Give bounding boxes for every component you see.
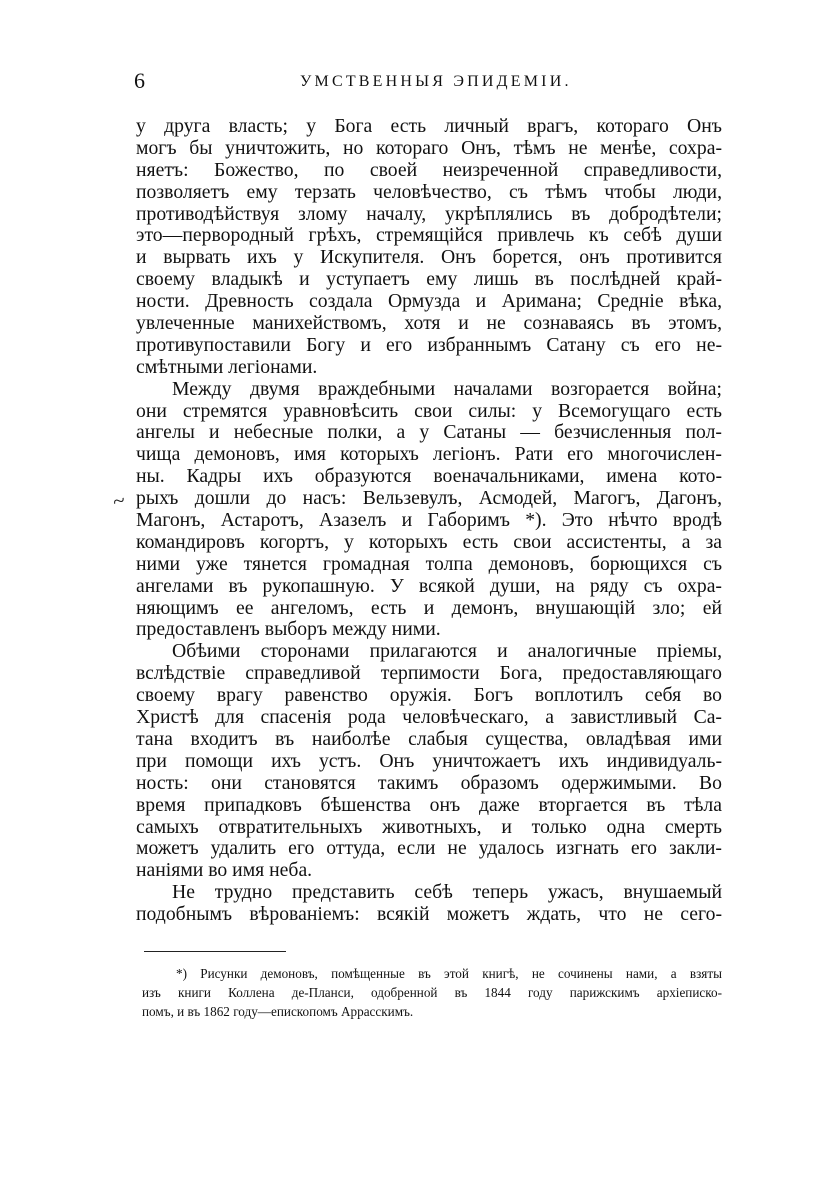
- text-line: ними уже тянется громадная толпа демоновъ, борющихся съ: [136, 552, 722, 575]
- text-line: ности. Древность создала Ормузда и Аримана; Средніе вѣка,: [136, 290, 722, 313]
- text-line: предоставленъ выборъ между ними.: [136, 618, 441, 641]
- text-line: чища демоновъ, имя которыхъ легіонъ. Рати его многочислен-: [136, 443, 722, 466]
- text-line: они стремятся уравновѣсить свои силы: у Всемогущаго есть: [136, 399, 722, 422]
- footnote-line: изъ книги Коллена де-Планси, одобренной въ 1844 году парижскимъ архіеписко-: [142, 985, 722, 1000]
- text-line: у друга власть; у Бога есть личный врагъ, котораго Онъ: [136, 115, 722, 137]
- footnotes: [142, 964, 722, 1021]
- footnote-line: помъ, и въ 1862 году—епископомъ Аррасскимъ.: [142, 1004, 414, 1019]
- text-line: Христѣ для спасенія рода человѣческаго, а завистливый Са-: [136, 706, 722, 729]
- text-line: наніями во имя неба.: [136, 859, 313, 882]
- text-line: командировъ когортъ, у которыхъ есть свои ассистенты, а за: [136, 530, 722, 553]
- paragraph-first-line: Обѣими сторонами прилагаются и аналогичные пріемы,: [172, 640, 722, 663]
- text-line: увлеченные манихействомъ, хотя и не сознаваясь въ этомъ,: [136, 312, 722, 335]
- text-line: ность: они становятся такимъ образомъ одержимыми. Во: [136, 771, 722, 794]
- text-line: няетъ: Божество, по своей неизреченной справедливости,: [136, 158, 722, 181]
- text-line: ангелами въ рукопашную. У всякой души, на ряду съ охра-: [136, 574, 722, 597]
- paragraph-first-line: Между двумя враждебными началами возгорается война;: [172, 377, 722, 400]
- footnote-line: *) Рисунки демоновъ, помѣщенные въ этой книгѣ, не сочинены нами, а взяты: [176, 966, 722, 981]
- text-line: своему владыкѣ и уступаетъ ему лишь въ послѣдней край-: [136, 268, 722, 291]
- body-text: [136, 116, 722, 926]
- text-line: ангелы и небесные полки, а у Сатаны — безчисленныя пол-: [136, 421, 722, 444]
- margin-mark: ~: [110, 486, 128, 515]
- text-line: рыхъ дошли до насъ: Вельзевулъ, Асмодей, Магогъ, Дагонъ,: [136, 487, 722, 510]
- paragraph-first-line: Не трудно представить себѣ теперь ужасъ, внушаемый: [172, 881, 722, 904]
- text-line: подобнымъ вѣрованіемъ: всякій можетъ ждать, что не сего-: [136, 903, 722, 926]
- text-line: няющимъ ее ангеломъ, есть и демонъ, внушающій зло; ей: [136, 596, 722, 619]
- text-line: могъ бы уничтожить, но котораго Онъ, тѣмъ не менѣе, сохра-: [136, 136, 722, 159]
- text-line: можетъ удалить его оттуда, если не удалось изгнать его закли-: [136, 837, 722, 860]
- footnote-rule: [144, 951, 286, 952]
- text-line: при помощи ихъ устъ. Онъ уничтожаетъ ихъ индивидуаль-: [136, 749, 722, 772]
- text-line: Магонъ, Астаротъ, Азазелъ и Габоримъ *). Это нѣчто вродѣ: [136, 509, 722, 532]
- text-line: позволяетъ ему терзать человѣчество, съ тѣмъ чтобы люди,: [136, 180, 722, 203]
- text-line: тана входитъ въ наиболѣе слабыя существа, овладѣвая ими: [136, 727, 722, 750]
- text-line: ны. Кадры ихъ образуются военачальниками, имена кото-: [136, 465, 722, 488]
- text-line: самыхъ отвратительныхъ животныхъ, и только одна смерть: [136, 815, 722, 838]
- text-line: и вырвать ихъ у Искупителя. Онъ борется, онъ противится: [136, 246, 722, 269]
- text-line: противупоставили Богу и его избраннымъ Сатану съ его не-: [136, 333, 722, 356]
- text-line: смѣтными легіонами.: [136, 355, 318, 378]
- text-line: вслѣдствіе справедливой терпимости Бога, предоставляющаго: [136, 662, 722, 685]
- text-line: противодѣйствуя злому началу, укрѣплялись въ добродѣтели;: [136, 202, 722, 225]
- text-line: это—первородный грѣхъ, стремящійся привлечь къ себѣ души: [136, 224, 722, 247]
- running-head: УМСТВЕННЫЯ ЭПИДЕМІИ.: [300, 73, 572, 90]
- text-line: время припадковъ бѣшенства онъ даже вторгается въ тѣла: [136, 793, 722, 816]
- text-line: своему врагу равенство оружія. Богъ воплотилъ себя во: [136, 684, 722, 707]
- page-number: 6: [134, 68, 145, 93]
